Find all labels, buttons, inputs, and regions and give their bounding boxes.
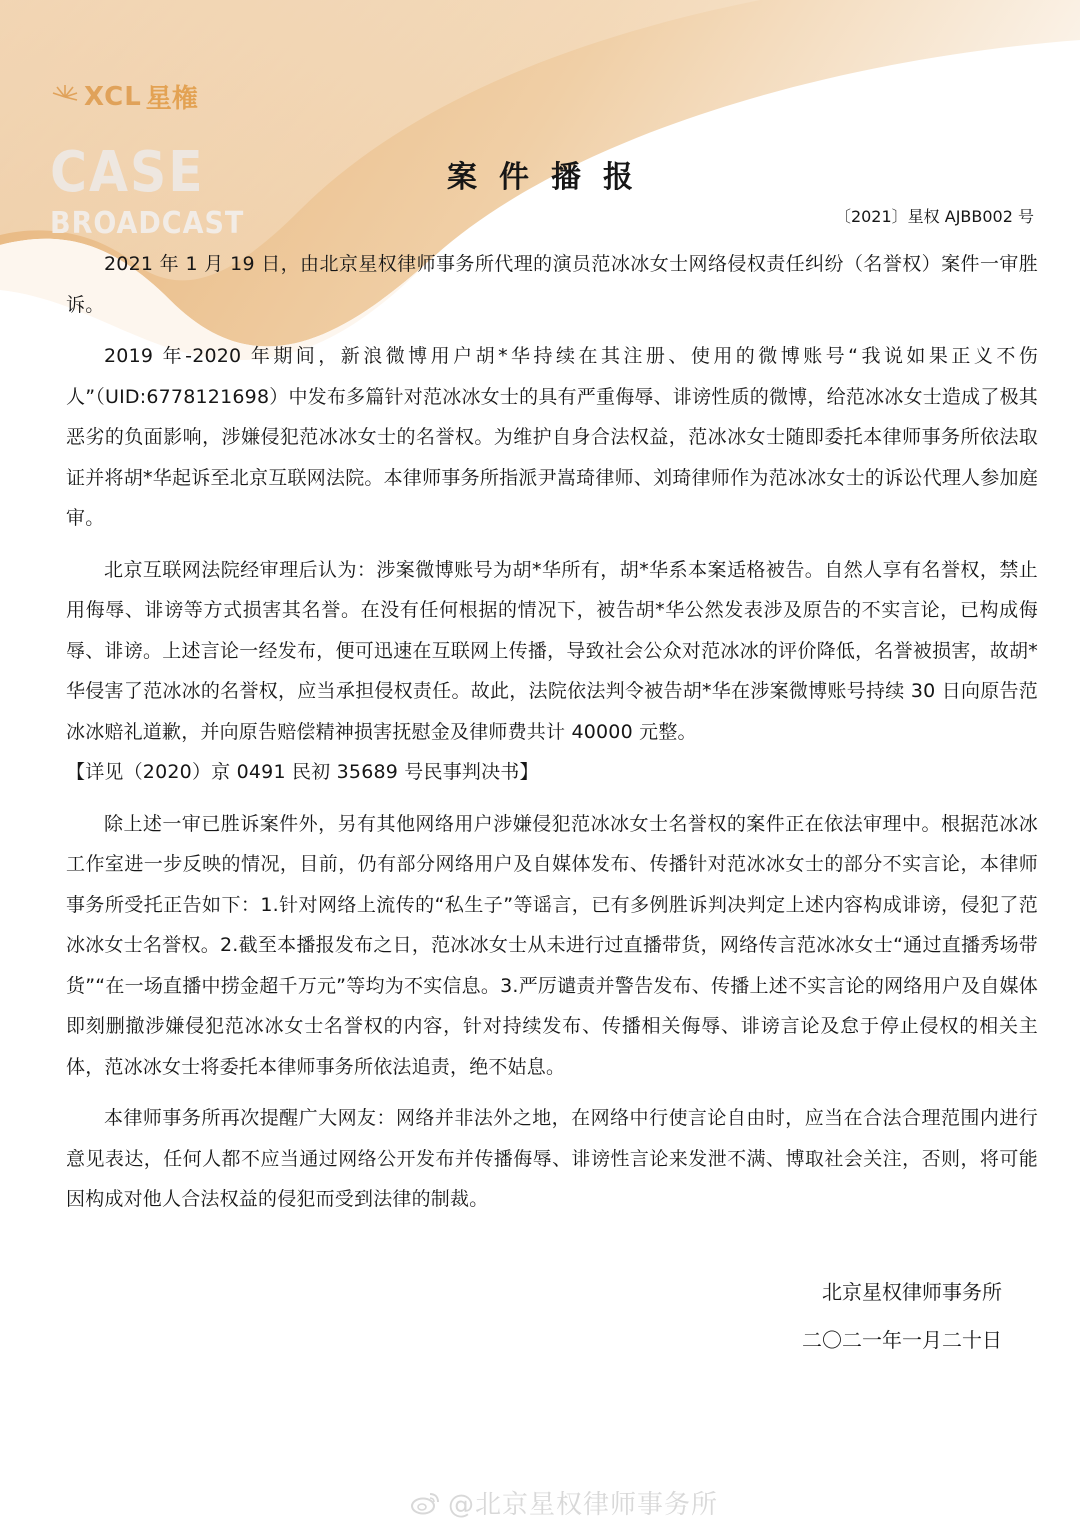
signature-org: 北京星权律师事务所	[822, 1280, 1002, 1304]
reference-number: 〔2021〕星权 AJBB002 号	[834, 207, 1034, 226]
logo-chinese-text: 星権	[145, 84, 198, 114]
brand-logo	[52, 78, 198, 115]
background-case-word: CASE	[50, 140, 205, 205]
paragraph-court-ruling: 北京互联网法院经审理后认为：涉案微博账号为胡*华所有，胡*华系本案适格被告。自然人享有名誉权，禁止用侮辱、诽谤等方式损害其名誉。在没有任何根据的情况下，被告胡*华公然发表涉及原告的不实言论，已构成侮辱、诽谤。上述言论一经发布，便可迅速在互联网上传播，导致社会公众对范冰冰的评价降低，名誉被损害，故胡*华侵害了范冰冰的名誉权，应当承担侵权责任。故此，法院依法判令被告胡*华在涉案微博账号持续 30 日向原告范冰冰赔礼道歉，并向原告赔偿精神损害抚慰金及律师费共计 40000 元整。	[66, 558, 1038, 743]
signature-date: 二〇二一年一月二十日	[802, 1328, 1002, 1352]
background-broadcast-word: BROADCAST	[50, 206, 245, 241]
signature-block	[802, 1268, 1002, 1364]
paragraph-reminder: 本律师事务所再次提醒广大网友：网络并非法外之地，在网络中行使言论自由时，应当在合法合理范围内进行意见表达，任何人都不应当通过网络公开发布并传播侮辱、诽谤性言论来发泄不满、博取社会关注，否则，将可能因构成对他人合法权益的侵犯而受到法律的制裁。	[66, 1107, 1038, 1210]
paragraph-background: 2019 年-2020 年期间，新浪微博用户胡*华持续在其注册、使用的微博账号“我说如果正义不伤人”（UID:6778121698）中发布多篇针对范冰冰女士的具有严重侮辱、诽谤性质的微博，给范冰冰女士造成了极其恶劣的负面影响，涉嫌侵犯范冰冰女士的名誉权。为维护自身合法权益，范冰冰女士随即委托本律师事务所依法取证并将胡*华起诉至北京互联网法院。本律师事务所指派尹嵩琦律师、刘琦律师作为范冰冰女士的诉讼代理人参加庭审。	[66, 345, 1038, 529]
page-title: 案件播报	[447, 160, 655, 195]
watermark-text: @北京星权律师事务所	[448, 1490, 719, 1520]
sunburst-icon	[52, 84, 78, 110]
judgment-citation: 【详见（2020）京 0491 民初 35689 号民事判决书】	[66, 761, 539, 783]
paragraph-statement: 除上述一审已胜诉案件外，另有其他网络用户涉嫌侵犯范冰冰女士名誉权的案件正在依法审理中。根据范冰冰工作室进一步反映的情况，目前，仍有部分网络用户及自媒体发布、传播针对范冰冰女士的部分不实言论，本律师事务所受托正告如下：1.针对网络上流传的“私生子”等谣言，已有多例胜诉判决判定上述内容构成诽谤，侵犯了范冰冰女士名誉权。2.截至本播报发布之日，范冰冰女士从未进行过直播带货，网络传言范冰冰女士“通过直播秀场带货”“在一场直播中捞金超千万元”等均为不实信息。3.严厉谴责并警告发布、传播上述不实言论的网络用户及自媒体即刻删撤涉嫌侵犯范冰冰女士名誉权的内容，针对持续发布、传播相关侮辱、诽谤言论及怠于停止侵权的相关主体，范冰冰女士将委托本律师事务所依法追责，绝不姑息。	[66, 812, 1038, 1078]
weibo-watermark	[410, 1484, 718, 1521]
document-body	[66, 244, 1038, 1231]
paragraph-intro: 2021 年 1 月 19 日，由北京星权律师事务所代理的演员范冰冰女士网络侵权责任纠纷（名誉权）案件一审胜诉。	[66, 253, 1038, 316]
weibo-icon	[410, 1491, 440, 1515]
logo-latin-text: XCL	[84, 81, 142, 112]
